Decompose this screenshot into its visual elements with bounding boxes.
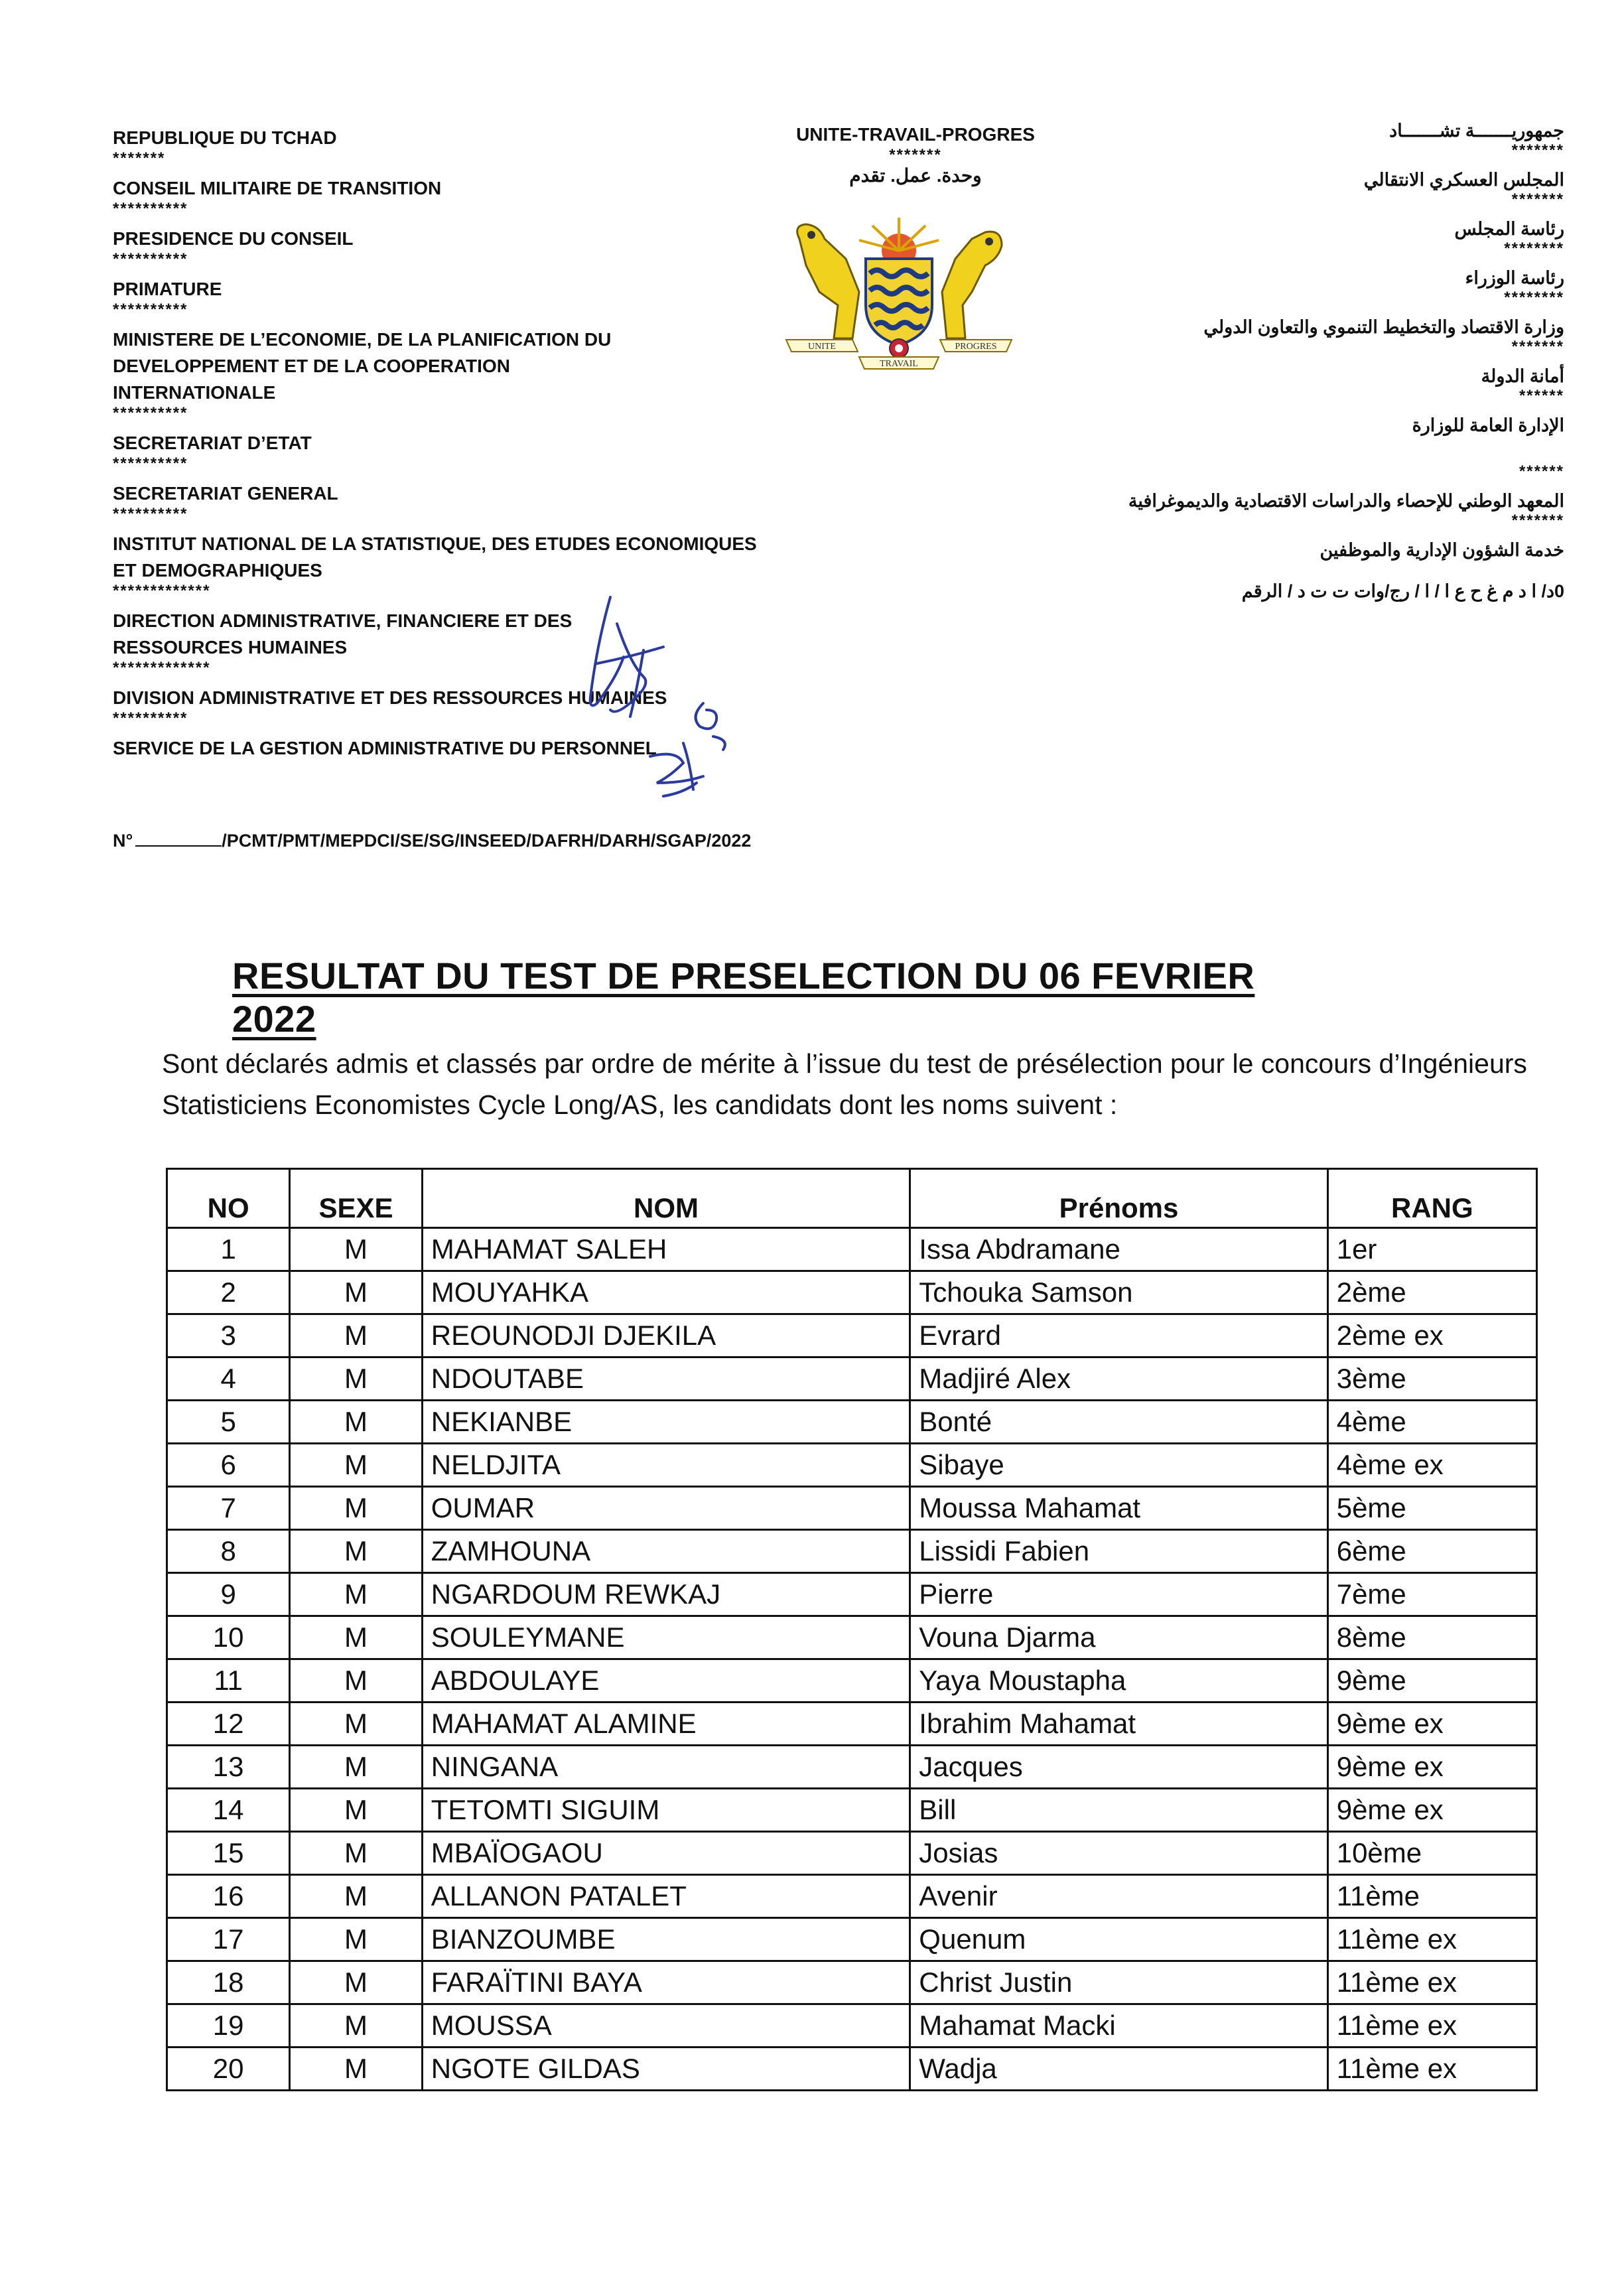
header-no: NO — [167, 1169, 290, 1228]
separator-stars: ******** — [1504, 240, 1564, 257]
cell-no: 8 — [167, 1530, 290, 1573]
institute-label-line-2: ET DEMOGRAPHIQUES — [113, 560, 322, 581]
header-right — [1113, 118, 1564, 604]
coat-of-arms-icon — [773, 212, 1025, 372]
cell-nom: NEKIANBE — [422, 1401, 910, 1444]
cell-no: 16 — [167, 1875, 290, 1918]
cell-no: 18 — [167, 1961, 290, 2004]
cell-sexe: M — [290, 1918, 423, 1961]
emblem-unite-label: UNITE — [808, 342, 836, 352]
cell-no: 2 — [167, 1271, 290, 1314]
ministry-label-line-2: DEVELOPPEMENT ET DE LA COOPERATION — [113, 356, 510, 376]
cell-no: 17 — [167, 1918, 290, 1961]
cell-prenoms: Tchouka Samson — [910, 1271, 1327, 1314]
table-row — [167, 1314, 1537, 1357]
spacer — [1113, 438, 1564, 464]
table-row — [167, 1702, 1537, 1746]
header-nom: NOM — [422, 1169, 910, 1228]
cell-prenoms: Ibrahim Mahamat — [910, 1702, 1327, 1746]
ministry-label-line-1: MINISTERE DE L’ECONOMIE, DE LA PLANIFICATION DU — [113, 329, 612, 350]
service-label-ar: خدمة الشؤون الإدارية والموظفين — [1320, 540, 1564, 560]
cell-rang: 10ème — [1327, 1832, 1536, 1875]
cell-nom: MBAÏOGAOU — [422, 1832, 910, 1875]
cell-sexe: M — [290, 1832, 423, 1875]
table-row — [167, 1444, 1537, 1487]
cell-sexe: M — [290, 1401, 423, 1444]
cell-nom: NDOUTABE — [422, 1357, 910, 1401]
cell-sexe: M — [290, 1314, 423, 1357]
table-row — [167, 1918, 1537, 1961]
document-title: RESULTAT DU TEST DE PRESELECTION DU 06 FEVRIER 2022 — [232, 955, 1255, 1040]
cell-sexe: M — [290, 1746, 423, 1789]
cell-nom: ZAMHOUNA — [422, 1530, 910, 1573]
header-center — [783, 123, 1048, 188]
reference-number-ar: 0د/ ا د م غ ح ع ا / ا / رج/وات ت ت د / الرقم — [1241, 581, 1564, 601]
cell-sexe: M — [290, 1789, 423, 1832]
presidency-label: PRESIDENCE DU CONSEIL — [113, 228, 354, 249]
cell-no: 4 — [167, 1357, 290, 1401]
primature-label: PRIMATURE — [113, 279, 222, 299]
cell-nom: FARAÏTINI BAYA — [422, 1961, 910, 2004]
cell-sexe: M — [290, 1444, 423, 1487]
motto-arabic: وحدة. عمل. تقدم — [849, 165, 982, 186]
cell-nom: BIANZOUMBE — [422, 1918, 910, 1961]
separator-stars: ********** — [113, 250, 188, 268]
cell-nom: ABDOULAYE — [422, 1659, 910, 1702]
cell-prenoms: Yaya Moustapha — [910, 1659, 1327, 1702]
cell-no: 12 — [167, 1702, 290, 1746]
direction-label-line-1: DIRECTION ADMINISTRATIVE, FINANCIERE ET DES — [113, 610, 573, 631]
cell-rang: 11ème ex — [1327, 2048, 1536, 2091]
cell-prenoms: Josias — [910, 1832, 1327, 1875]
separator-stars: ******* — [1511, 512, 1564, 529]
cell-rang: 11ème ex — [1327, 1918, 1536, 1961]
separator-stars: ******* — [113, 149, 166, 167]
cell-prenoms: Mahamat Macki — [910, 2004, 1327, 2048]
institute-label-line-1: INSTITUT NATIONAL DE LA STATISTIQUE, DES ETUDES ECONOMIQUES — [113, 533, 757, 554]
cell-prenoms: Evrard — [910, 1314, 1327, 1357]
cell-sexe: M — [290, 1530, 423, 1573]
cell-prenoms: Avenir — [910, 1875, 1327, 1918]
cell-nom: SOULEYMANE — [422, 1616, 910, 1659]
secretariat-etat-label: SECRETARIAT D’ETAT — [113, 433, 312, 453]
cell-no: 14 — [167, 1789, 290, 1832]
reference-suffix: /PCMT/PMT/MEPDCI/SE/SG/INSEED/DAFRH/DARH/SGAP/2022 — [222, 831, 752, 851]
separator-stars: ******* — [1511, 338, 1564, 356]
header-sexe: SEXE — [290, 1169, 423, 1228]
goat-supporter-icon — [797, 224, 859, 338]
cell-nom: MOUYAHKA — [422, 1271, 910, 1314]
cell-sexe: M — [290, 1487, 423, 1530]
table-row — [167, 2004, 1537, 2048]
cell-rang: 1er — [1327, 1228, 1536, 1271]
separator-stars: ********** — [113, 404, 188, 422]
separator-stars: ******** — [1504, 289, 1564, 307]
direction-label-line-2: RESSOURCES HUMAINES — [113, 637, 348, 658]
separator-stars: ********** — [113, 454, 188, 472]
handwritten-signature-icon — [571, 584, 743, 823]
separator-stars: ********** — [113, 301, 188, 318]
cell-prenoms: Moussa Mahamat — [910, 1487, 1327, 1530]
table-row — [167, 1487, 1537, 1530]
table-row — [167, 1616, 1537, 1659]
secretariat-general-label: SECRETARIAT GENERAL — [113, 483, 338, 504]
cell-prenoms: Issa Abdramane — [910, 1228, 1327, 1271]
separator-stars: ******* — [889, 146, 942, 164]
cell-rang: 6ème — [1327, 1530, 1536, 1573]
medal-icon — [890, 339, 908, 358]
cell-rang: 11ème ex — [1327, 2004, 1536, 2048]
cell-nom: REOUNODJI DJEKILA — [422, 1314, 910, 1357]
separator-stars: ************* — [113, 659, 211, 677]
table-row — [167, 1530, 1537, 1573]
division-label: DIVISION ADMINISTRATIVE ET DES RESSOURCES HUMAINES — [113, 687, 667, 708]
table-row — [167, 1832, 1537, 1875]
cell-sexe: M — [290, 1616, 423, 1659]
ministry-label-line-3: INTERNATIONALE — [113, 382, 276, 403]
table-row — [167, 1789, 1537, 1832]
cell-rang: 9ème ex — [1327, 1702, 1536, 1746]
cell-no: 1 — [167, 1228, 290, 1271]
separator-stars: ******* — [1511, 141, 1564, 159]
separator-stars: ****** — [1519, 462, 1564, 480]
republic-label: REPUBLIQUE DU TCHAD — [113, 127, 337, 148]
ministry-label-ar: وزارة الاقتصاد والتخطيط التنموي والتعاون الدولي — [1203, 317, 1564, 337]
cell-rang: 2ème — [1327, 1271, 1536, 1314]
cell-prenoms: Christ Justin — [910, 1961, 1327, 2004]
cell-no: 11 — [167, 1659, 290, 1702]
cell-prenoms: Wadja — [910, 2048, 1327, 2091]
cell-no: 9 — [167, 1573, 290, 1616]
cell-prenoms: Jacques — [910, 1746, 1327, 1789]
table-row — [167, 1875, 1537, 1918]
cell-no: 5 — [167, 1401, 290, 1444]
cell-nom: MOUSSA — [422, 2004, 910, 2048]
cell-rang: 8ème — [1327, 1616, 1536, 1659]
table-row — [167, 1746, 1537, 1789]
table-row — [167, 1271, 1537, 1314]
cell-rang: 5ème — [1327, 1487, 1536, 1530]
emblem-travail-label: TRAVAIL — [880, 359, 918, 369]
cell-sexe: M — [290, 1875, 423, 1918]
cell-no: 13 — [167, 1746, 290, 1789]
cell-prenoms: Vouna Djarma — [910, 1616, 1327, 1659]
presidency-label-ar: رئاسة المجلس — [1454, 219, 1564, 239]
service-label: SERVICE DE LA GESTION ADMINISTRATIVE DU PERSONNEL — [113, 738, 657, 758]
emblem-progres-label: PROGRES — [955, 342, 997, 352]
spacer — [1113, 563, 1564, 579]
cell-rang: 4ème — [1327, 1401, 1536, 1444]
cell-prenoms: Sibaye — [910, 1444, 1327, 1487]
primature-label-ar: رئاسة الوزراء — [1465, 268, 1564, 288]
secretariat-general-label-ar: الإدارة العامة للوزارة — [1412, 415, 1564, 435]
cell-nom: MAHAMAT ALAMINE — [422, 1702, 910, 1746]
cell-no: 6 — [167, 1444, 290, 1487]
header-rang: RANG — [1327, 1169, 1536, 1228]
cell-nom: ALLANON PATALET — [422, 1875, 910, 1918]
cell-sexe: M — [290, 2004, 423, 2048]
separator-stars: ********** — [113, 709, 188, 727]
cell-nom: OUMAR — [422, 1487, 910, 1530]
table-row — [167, 1961, 1537, 2004]
cell-sexe: M — [290, 1271, 423, 1314]
separator-stars: ******* — [1511, 190, 1564, 208]
cell-nom: NINGANA — [422, 1746, 910, 1789]
cell-sexe: M — [290, 1573, 423, 1616]
cell-prenoms: Bonté — [910, 1401, 1327, 1444]
cell-prenoms: Bill — [910, 1789, 1327, 1832]
table-row — [167, 1573, 1537, 1616]
cell-rang: 2ème ex — [1327, 1314, 1536, 1357]
cell-sexe: M — [290, 1228, 423, 1271]
cell-no: 7 — [167, 1487, 290, 1530]
cell-no: 3 — [167, 1314, 290, 1357]
cell-prenoms: Madjiré Alex — [910, 1357, 1327, 1401]
cell-sexe: M — [290, 1357, 423, 1401]
cell-no: 15 — [167, 1832, 290, 1875]
separator-stars: ************* — [113, 582, 211, 600]
lion-supporter-icon — [942, 232, 1002, 338]
cell-sexe: M — [290, 2048, 423, 2091]
cell-no: 10 — [167, 1616, 290, 1659]
council-label-ar: المجلس العسكري الانتقالي — [1363, 170, 1564, 190]
table-row — [167, 1357, 1537, 1401]
cell-nom: MAHAMAT SALEH — [422, 1228, 910, 1271]
table-row — [167, 2048, 1537, 2091]
cell-prenoms: Quenum — [910, 1918, 1327, 1961]
header-prenoms: Prénoms — [910, 1169, 1327, 1228]
cell-nom: NELDJITA — [422, 1444, 910, 1487]
motto-label: UNITE-TRAVAIL-PROGRES — [796, 124, 1035, 145]
institute-label-ar: المعهد الوطني للإحصاء والدراسات الاقتصادية والديموغرافية — [1128, 491, 1564, 511]
table-header-row — [167, 1169, 1537, 1228]
cell-nom: NGARDOUM REWKAJ — [422, 1573, 910, 1616]
cell-sexe: M — [290, 1702, 423, 1746]
cell-nom: TETOMTI SIGUIM — [422, 1789, 910, 1832]
cell-rang: 11ème ex — [1327, 1961, 1536, 2004]
cell-rang: 11ème — [1327, 1875, 1536, 1918]
cell-no: 20 — [167, 2048, 290, 2091]
cell-nom: NGOTE GILDAS — [422, 2048, 910, 2091]
reference-blank — [135, 845, 222, 847]
reference-number — [113, 831, 751, 851]
cell-prenoms: Lissidi Fabien — [910, 1530, 1327, 1573]
separator-stars: ********** — [113, 505, 188, 523]
intro-paragraph: Sont déclarés admis et classés par ordre de mérite à l’issue du test de présélection pour le concours d’Ingénieurs Statisticiens Economistes Cycle Long/AS, les candidats dont les noms suivent : — [162, 1048, 1527, 1120]
cell-rang: 9ème ex — [1327, 1746, 1536, 1789]
separator-stars: ****** — [1519, 387, 1564, 405]
table-row — [167, 1228, 1537, 1271]
results-body — [167, 1228, 1537, 2091]
cell-no: 19 — [167, 2004, 290, 2048]
table-row — [167, 1659, 1537, 1702]
council-label: CONSEIL MILITAIRE DE TRANSITION — [113, 178, 442, 198]
cell-rang: 3ème — [1327, 1357, 1536, 1401]
reference-prefix: N° — [113, 831, 133, 851]
cell-prenoms: Pierre — [910, 1573, 1327, 1616]
republic-label-ar: جمهوريـــــــة تشـــــــاد — [1389, 121, 1564, 141]
cell-sexe: M — [290, 1659, 423, 1702]
cell-rang: 4ème ex — [1327, 1444, 1536, 1487]
results-table — [166, 1168, 1538, 2091]
table-row — [167, 1401, 1537, 1444]
secretariat-etat-label-ar: أمانة الدولة — [1481, 366, 1564, 386]
cell-rang: 7ème — [1327, 1573, 1536, 1616]
cell-rang: 9ème ex — [1327, 1789, 1536, 1832]
cell-rang: 9ème — [1327, 1659, 1536, 1702]
cell-sexe: M — [290, 1961, 423, 2004]
separator-stars: ********** — [113, 200, 188, 218]
